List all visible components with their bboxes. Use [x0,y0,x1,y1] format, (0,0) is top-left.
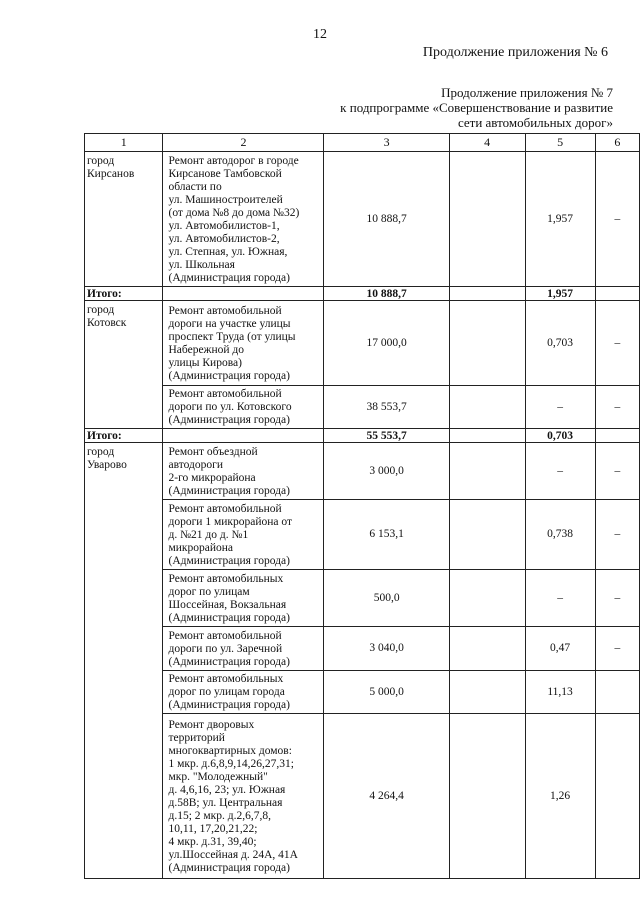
city-kotovsk: город Котовск [85,301,163,429]
header-col-5: 5 [525,134,595,152]
table-row [85,570,640,627]
description-cell: Ремонт автомобильной дороги на участке улицы проспект Труда (от улицы Набережной до улицы Кирова) (Администрация города) [163,301,324,386]
city-uvarovo: город Уварово [85,443,163,879]
col5-cell: 1,26 [525,714,595,879]
total-label: Итого: [85,287,163,301]
col4-cell [449,714,525,879]
col4-cell [449,443,525,500]
col3-cell: 6 153,1 [324,500,449,570]
col6-cell: – [595,301,639,386]
description-cell: Ремонт автодорог в городе Кирсанове Тамбовской области по ул. Машиностроителей (от дома №8 до дома №32) ул. Автомобилистов-1, ул. Автомобилистов-2, ул. Степная, ул. Южная, ул. Школьная (Администрация города) [163,152,324,287]
col5-cell: – [525,386,595,429]
col3-cell: 3 000,0 [324,443,449,500]
table-row [85,443,640,500]
city-kirsanov: город Кирсанов [85,152,163,287]
table-row [85,386,640,429]
description-cell: Ремонт автомобильной дороги по ул. Котовского (Администрация города) [163,386,324,429]
col3-cell: 10 888,7 [324,152,449,287]
total-col5: 1,957 [525,287,595,301]
description-cell: Ремонт автомобильных дорог по улицам Шоссейная, Вокзальная (Администрация города) [163,570,324,627]
col4-cell [449,627,525,671]
continuation-appendix-6: Продолжение приложения № 6 [422,45,608,60]
col3-cell: 17 000,0 [324,301,449,386]
col5-cell: – [525,570,595,627]
header-col-3: 3 [324,134,449,152]
col3-cell: 38 553,7 [324,386,449,429]
total-col3: 10 888,7 [324,287,449,301]
col3-cell: 4 264,4 [324,714,449,879]
table-row [85,714,640,879]
col3-cell: 3 040,0 [324,627,449,671]
col4-cell [449,152,525,287]
col6-cell: – [595,500,639,570]
col6-cell [595,671,639,714]
col6-cell [595,714,639,879]
roads-table [84,133,640,879]
col3-cell: 500,0 [324,570,449,627]
table-row [85,671,640,714]
col6-cell: – [595,570,639,627]
col6-cell: – [595,152,639,287]
continuation-appendix-7 [340,85,613,130]
col3-cell: 5 000,0 [324,671,449,714]
header-col-2: 2 [163,134,324,152]
col4-cell [449,671,525,714]
col4-cell [449,301,525,386]
total-col4 [449,429,525,443]
total-row [85,429,640,443]
col5-cell: 1,957 [525,152,595,287]
total-row [85,287,640,301]
description-cell: Ремонт объездной автодороги 2-го микрорайона (Администрация города) [163,443,324,500]
col6-cell: – [595,443,639,500]
table-row [85,500,640,570]
header-col-4: 4 [449,134,525,152]
col6-cell: – [595,386,639,429]
total-empty [163,429,324,443]
col5-cell: 11,13 [525,671,595,714]
header-col-6: 6 [595,134,639,152]
col5-cell: 0,47 [525,627,595,671]
table-row [85,627,640,671]
col5-cell: – [525,443,595,500]
header-col-1: 1 [85,134,163,152]
page-number: 12 [313,27,327,42]
col5-cell: 0,738 [525,500,595,570]
total-col6 [595,429,639,443]
description-cell: Ремонт автомобильной дороги по ул. Заречной (Администрация города) [163,627,324,671]
total-empty [163,287,324,301]
description-cell: Ремонт автомобильных дорог по улицам города (Администрация города) [163,671,324,714]
col5-cell: 0,703 [525,301,595,386]
table-row [85,301,640,386]
col6-cell: – [595,627,639,671]
description-cell: Ремонт автомобильной дороги 1 микрорайона от д. №21 до д. №1 микрорайона (Администрация города) [163,500,324,570]
total-col3: 55 553,7 [324,429,449,443]
header-row [85,134,640,152]
total-col6 [595,287,639,301]
appendix-7-line1: Продолжение приложения № 7 [441,85,613,100]
total-col5: 0,703 [525,429,595,443]
appendix-7-line2: к подпрограмме «Совершенствование и развитие [340,100,613,115]
table-row [85,152,640,287]
col4-cell [449,500,525,570]
col4-cell [449,570,525,627]
total-col4 [449,287,525,301]
total-label: Итого: [85,429,163,443]
appendix-7-line3: сети автомобильных дорог» [457,115,613,130]
col4-cell [449,386,525,429]
description-cell: Ремонт дворовых территорий многоквартирных домов: 1 мкр. д.6,8,9,14,26,27,31; мкр. "Молодежный" д. 4,6,16, 23; ул. Южная д.58В; ул. Центральная д.15; 2 мкр. д.2,6,7,8, 10,11, 17,20,21,22; 4 мкр. д.31, 39,40; ул.Шоссейная д. 24А, 41А (Администрация города) [163,714,324,879]
